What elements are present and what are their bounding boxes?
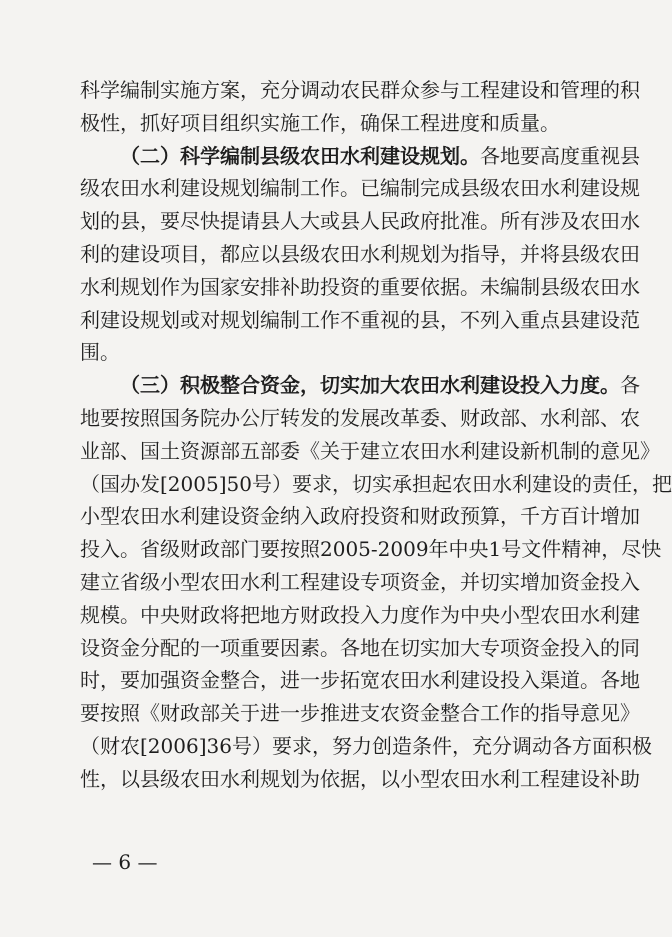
text-line bbox=[80, 140, 640, 173]
page-number: — 6 — bbox=[92, 850, 158, 874]
text-line bbox=[80, 632, 640, 665]
text-line bbox=[80, 107, 590, 140]
text-line bbox=[80, 172, 640, 205]
section-heading: （三）积极整合资金，切实加大农田水利建设投入力度。 bbox=[120, 373, 620, 398]
text-line bbox=[80, 697, 640, 730]
text-line bbox=[80, 238, 640, 271]
text-line bbox=[80, 730, 652, 763]
line-text: （国办发[2005]50号）要求，切实承担起农田水利建设的责任，把 bbox=[80, 471, 672, 496]
line-text: 性，以县级农田水利规划为依据，以小型农田水利工程建设补助 bbox=[80, 766, 640, 791]
line-text: 业部、国土资源部五部委《关于建立农田水利建设新机制的意见》 bbox=[80, 438, 660, 463]
line-text: 各地要高度重视县 bbox=[480, 143, 640, 168]
line-text: 各 bbox=[620, 373, 640, 398]
line-text: 级农田水利建设规划编制工作。已编制完成县级农田水利建设规 bbox=[80, 176, 640, 201]
text-line bbox=[80, 205, 640, 238]
line-text: 投入。省级财政部门要按照2005-2009年中央1号文件精神，尽快 bbox=[80, 537, 662, 562]
line-text: 规模。中央财政将把地方财政投入力度作为中央小型农田水利建 bbox=[80, 602, 640, 627]
text-line bbox=[80, 664, 640, 697]
text-line bbox=[80, 336, 590, 369]
line-text: 建立省级小型农田水利工程建设专项资金，并切实增加资金投入 bbox=[80, 569, 640, 594]
line-text: 设资金分配的一项重要因素。各地在切实加大专项资金投入的同 bbox=[80, 635, 640, 660]
line-text: 极性，抓好项目组织实施工作，确保工程进度和质量。 bbox=[80, 110, 560, 135]
body-text bbox=[80, 74, 672, 796]
text-line bbox=[80, 271, 640, 304]
line-text: 利建设规划或对规划编制工作不重视的县，不列入重点县建设范 bbox=[80, 307, 640, 332]
line-text: 时，要加强资金整合，进一步拓宽农田水利建设投入渠道。各地 bbox=[80, 668, 640, 693]
text-line bbox=[80, 369, 640, 402]
text-line bbox=[80, 566, 640, 599]
text-line bbox=[80, 402, 640, 435]
line-text: 水利规划作为国家安排补助投资的重要依据。未编制县级农田水 bbox=[80, 274, 640, 299]
text-line bbox=[80, 763, 640, 796]
text-line bbox=[80, 599, 640, 632]
text-line bbox=[80, 500, 640, 533]
line-text: 科学编制实施方案，充分调动农民群众参与工程建设和管理的积 bbox=[80, 78, 640, 102]
line-text: 要按照《财政部关于进一步推进支农资金整合工作的指导意见》 bbox=[80, 701, 640, 726]
line-text: 小型农田水利建设资金纳入政府投资和财政预算，千方百计增加 bbox=[80, 504, 640, 529]
text-line bbox=[80, 435, 660, 468]
line-text: （财农[2006]36号）要求，努力创造条件，充分调动各方面积极 bbox=[80, 733, 652, 758]
line-text: 划的县，要尽快提请县人大或县人民政府批准。所有涉及农田水 bbox=[80, 209, 640, 234]
text-line bbox=[80, 74, 640, 107]
line-text: 利的建设项目，都应以县级农田水利规划为指导，并将县级农田 bbox=[80, 241, 640, 266]
text-line bbox=[80, 304, 640, 337]
section-heading: （二）科学编制县级农田水利建设规划。 bbox=[120, 143, 480, 168]
text-line bbox=[80, 533, 662, 566]
line-text: 围。 bbox=[80, 340, 120, 365]
line-text: 地要按照国务院办公厅转发的发展改革委、财政部、水利部、农 bbox=[80, 405, 640, 430]
text-line bbox=[80, 468, 672, 501]
